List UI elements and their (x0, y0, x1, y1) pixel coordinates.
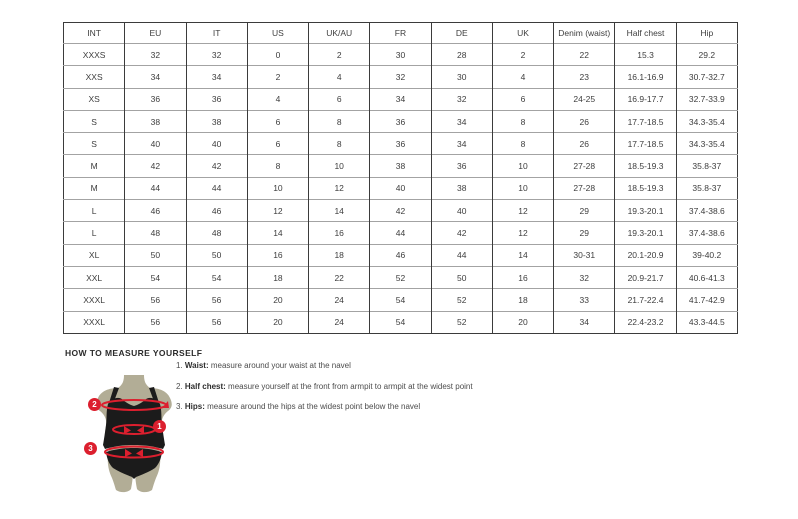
size-cell: 28 (431, 44, 492, 66)
measurement-illustration (78, 372, 190, 510)
size-cell: 21.7-22.4 (615, 289, 676, 311)
size-cell: 38 (125, 110, 186, 132)
step-number: 3. (176, 402, 185, 411)
size-cell: 12 (309, 177, 370, 199)
size-cell: 35.8-37 (676, 177, 737, 199)
size-cell: 2 (492, 44, 553, 66)
size-cell: XXXL (64, 311, 125, 333)
size-cell: XXXL (64, 289, 125, 311)
size-cell: 18 (492, 289, 553, 311)
size-cell: 56 (125, 311, 186, 333)
size-cell: 46 (186, 200, 247, 222)
size-cell: 4 (492, 66, 553, 88)
size-cell: L (64, 222, 125, 244)
size-cell: XL (64, 244, 125, 266)
size-cell: 10 (492, 155, 553, 177)
size-cell: 56 (186, 289, 247, 311)
size-cell: 38 (431, 177, 492, 199)
size-cell: 0 (247, 44, 308, 66)
size-cell: 38 (186, 110, 247, 132)
size-cell: 29.2 (676, 44, 737, 66)
measure-badge-2: 2 (88, 398, 101, 411)
size-cell: 8 (247, 155, 308, 177)
column-header: US (247, 23, 308, 44)
size-cell: 18.5-19.3 (615, 177, 676, 199)
column-header: Half chest (615, 23, 676, 44)
size-cell: 23 (554, 66, 615, 88)
size-cell: 16 (247, 244, 308, 266)
size-cell: 16 (492, 266, 553, 288)
size-cell: 44 (186, 177, 247, 199)
column-header: UK (492, 23, 553, 44)
size-cell: 29 (554, 222, 615, 244)
size-cell: 20 (492, 311, 553, 333)
size-cell: 16.1-16.9 (615, 66, 676, 88)
size-cell: 46 (370, 244, 431, 266)
size-row (64, 244, 738, 266)
size-cell: 24 (309, 289, 370, 311)
size-cell: 2 (309, 44, 370, 66)
size-cell: XS (64, 88, 125, 110)
size-row (64, 311, 738, 333)
size-row (64, 66, 738, 88)
measure-badge-1: 1 (153, 420, 166, 433)
size-cell: S (64, 133, 125, 155)
size-cell: 20 (247, 289, 308, 311)
size-cell: 8 (492, 110, 553, 132)
size-cell: 8 (309, 110, 370, 132)
size-cell: XXL (64, 266, 125, 288)
size-row (64, 266, 738, 288)
size-cell: 20.1-20.9 (615, 244, 676, 266)
size-cell: 32 (554, 266, 615, 288)
size-cell: 32 (370, 66, 431, 88)
size-cell: 42 (125, 155, 186, 177)
size-cell: 17.7-18.5 (615, 110, 676, 132)
size-cell: XXS (64, 66, 125, 88)
size-cell: 15.3 (615, 44, 676, 66)
size-cell: 6 (247, 133, 308, 155)
size-cell: 41.7-42.9 (676, 289, 737, 311)
size-cell: 17.7-18.5 (615, 133, 676, 155)
size-cell: 44 (125, 177, 186, 199)
step-text: measure yourself at the front from armpit to armpit at the widest point (225, 381, 473, 391)
column-header: Denim (waist) (554, 23, 615, 44)
size-cell: 36 (370, 110, 431, 132)
size-cell: 30 (370, 44, 431, 66)
size-cell: 6 (247, 110, 308, 132)
size-cell: 34 (431, 133, 492, 155)
size-cell: 52 (431, 289, 492, 311)
size-cell: 44 (431, 244, 492, 266)
size-cell: 22.4-23.2 (615, 311, 676, 333)
size-row (64, 289, 738, 311)
size-cell: 34.3-35.4 (676, 133, 737, 155)
size-cell: 30 (431, 66, 492, 88)
column-header: IT (186, 23, 247, 44)
size-cell: 37.4-38.6 (676, 200, 737, 222)
size-cell: 42 (431, 222, 492, 244)
size-cell: 32 (431, 88, 492, 110)
step-label: Hips: (184, 402, 205, 411)
size-cell: 24 (309, 311, 370, 333)
size-cell: 33 (554, 289, 615, 311)
column-header: EU (125, 23, 186, 44)
size-cell: 30.7-32.7 (676, 66, 737, 88)
size-cell: 6 (492, 88, 553, 110)
size-row (64, 44, 738, 66)
size-cell: 50 (431, 266, 492, 288)
size-cell: 29 (554, 200, 615, 222)
measure-steps (176, 361, 473, 423)
size-cell: 35.8-37 (676, 155, 737, 177)
size-cell: 14 (492, 244, 553, 266)
size-cell: 52 (370, 266, 431, 288)
size-cell: 4 (309, 66, 370, 88)
size-cell: 16.9-17.7 (615, 88, 676, 110)
size-chart (63, 22, 738, 334)
measure-step (176, 361, 473, 370)
size-cell: 19.3-20.1 (615, 200, 676, 222)
size-cell: 20 (247, 311, 308, 333)
size-cell: 43.3-44.5 (676, 311, 737, 333)
size-cell: 48 (125, 222, 186, 244)
size-cell: 10 (247, 177, 308, 199)
size-cell: 40.6-41.3 (676, 266, 737, 288)
size-cell: 16 (309, 222, 370, 244)
size-cell: 19.3-20.1 (615, 222, 676, 244)
step-text: measure around your waist at the navel (208, 361, 351, 370)
size-cell: 8 (309, 133, 370, 155)
size-cell: 36 (370, 133, 431, 155)
size-cell: 4 (247, 88, 308, 110)
measure-section (65, 348, 725, 453)
size-cell: 26 (554, 110, 615, 132)
size-cell: 40 (370, 177, 431, 199)
size-cell: 37.4-38.6 (676, 222, 737, 244)
size-cell: 18 (309, 244, 370, 266)
size-cell: 6 (309, 88, 370, 110)
size-cell: 48 (186, 222, 247, 244)
measure-badge-3: 3 (84, 442, 97, 455)
column-header: FR (370, 23, 431, 44)
measure-heading: HOW TO MEASURE YOURSELF (65, 348, 203, 358)
size-cell: 32 (186, 44, 247, 66)
size-cell: 44 (370, 222, 431, 244)
size-cell: 12 (492, 222, 553, 244)
measure-step (176, 402, 473, 411)
size-cell: 32 (125, 44, 186, 66)
size-cell: 10 (309, 155, 370, 177)
size-cell: 12 (247, 200, 308, 222)
size-cell: 46 (125, 200, 186, 222)
size-cell: 54 (370, 311, 431, 333)
size-cell: 34 (370, 88, 431, 110)
size-cell: 22 (309, 266, 370, 288)
size-row (64, 200, 738, 222)
size-cell: 54 (186, 266, 247, 288)
size-row (64, 133, 738, 155)
size-cell: 20.9-21.7 (615, 266, 676, 288)
table-body (64, 44, 738, 334)
size-cell: 36 (125, 88, 186, 110)
step-number: 2. (176, 381, 185, 391)
column-header: UK/AU (309, 23, 370, 44)
size-cell: 34 (554, 311, 615, 333)
size-cell: 24-25 (554, 88, 615, 110)
size-cell: 50 (186, 244, 247, 266)
size-cell: L (64, 200, 125, 222)
size-cell: S (64, 110, 125, 132)
size-row (64, 88, 738, 110)
measure-step (176, 382, 473, 391)
size-cell: 2 (247, 66, 308, 88)
size-cell: 27-28 (554, 155, 615, 177)
size-cell: 32.7-33.9 (676, 88, 737, 110)
size-cell: 27-28 (554, 177, 615, 199)
size-cell: 36 (431, 155, 492, 177)
size-cell: 26 (554, 133, 615, 155)
size-cell: 52 (431, 311, 492, 333)
size-cell: 14 (309, 200, 370, 222)
step-label: Half chest: (184, 381, 226, 391)
size-cell: 54 (370, 289, 431, 311)
size-cell: 10 (492, 177, 553, 199)
column-header: INT (64, 23, 125, 44)
size-row (64, 222, 738, 244)
size-cell: 40 (125, 133, 186, 155)
size-cell: 34 (125, 66, 186, 88)
size-cell: 12 (492, 200, 553, 222)
size-cell: M (64, 155, 125, 177)
size-cell: M (64, 177, 125, 199)
mannequin-illustration (78, 372, 190, 510)
size-cell: 38 (370, 155, 431, 177)
size-cell: XXXS (64, 44, 125, 66)
size-cell: 22 (554, 44, 615, 66)
size-cell: 18 (247, 266, 308, 288)
size-cell: 8 (492, 133, 553, 155)
size-cell: 56 (125, 289, 186, 311)
size-cell: 40 (186, 133, 247, 155)
size-cell: 42 (186, 155, 247, 177)
size-row (64, 177, 738, 199)
step-text: measure around the hips at the widest point below the navel (204, 402, 421, 411)
size-row (64, 155, 738, 177)
column-header: DE (431, 23, 492, 44)
step-number: 1. (176, 361, 185, 370)
size-cell: 14 (247, 222, 308, 244)
size-cell: 34 (186, 66, 247, 88)
size-cell: 34 (431, 110, 492, 132)
size-cell: 39-40.2 (676, 244, 737, 266)
size-cell: 42 (370, 200, 431, 222)
size-cell: 50 (125, 244, 186, 266)
size-row (64, 110, 738, 132)
size-cell: 18.5-19.3 (615, 155, 676, 177)
table-head (64, 23, 738, 44)
size-cell: 30-31 (554, 244, 615, 266)
step-label: Waist: (184, 361, 209, 370)
size-cell: 36 (186, 88, 247, 110)
column-header: Hip (676, 23, 737, 44)
size-cell: 56 (186, 311, 247, 333)
size-cell: 54 (125, 266, 186, 288)
header-row (64, 23, 738, 44)
size-cell: 34.3-35.4 (676, 110, 737, 132)
size-chart-table (63, 22, 738, 334)
size-cell: 40 (431, 200, 492, 222)
